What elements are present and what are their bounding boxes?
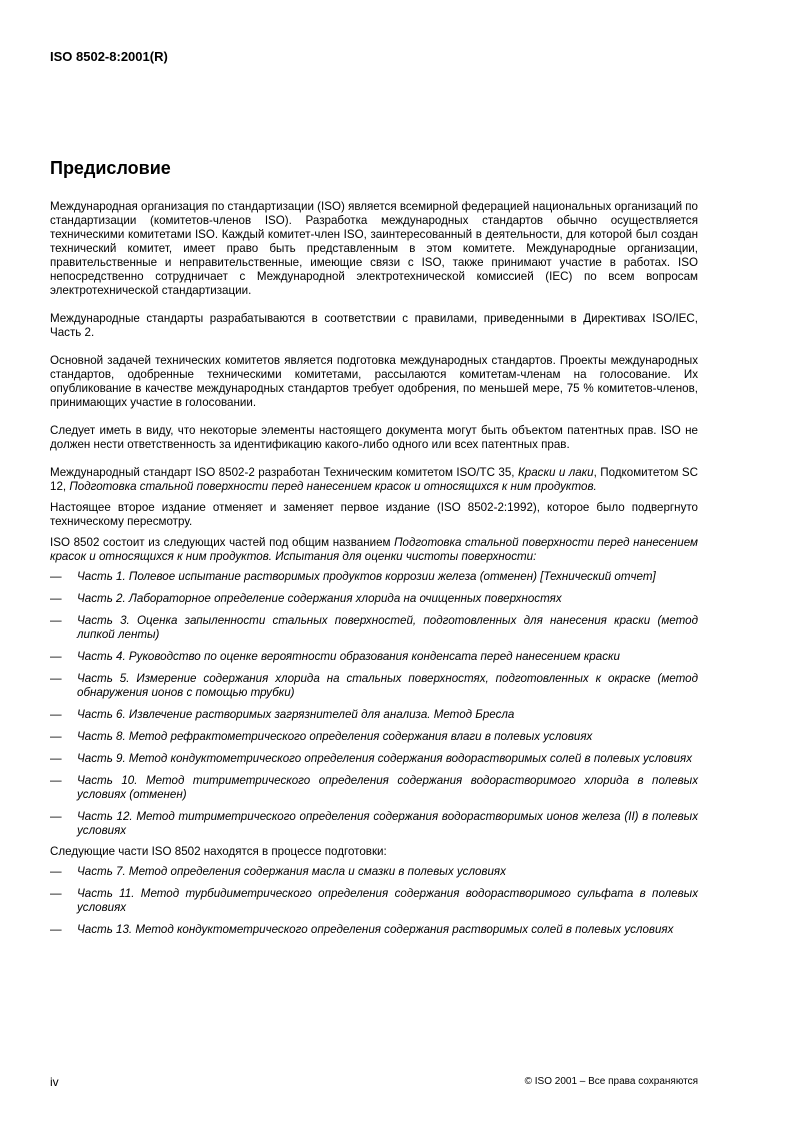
list-item-text: Часть 2. Лабораторное определение содержания хлорида на очищенных поверхностях — [77, 592, 562, 605]
paragraph-edition: Настоящее второе издание отменяет и заменяет первое издание (ISO 8502-2:1992), которое было подвергнуто техническому пересмотру. — [50, 501, 698, 528]
list-dash: — — [50, 774, 62, 787]
paragraph-committees: Основной задачей технических комитетов является подготовка международных стандартов. Проекты международных стандартов, одобренные техническими комитетами, рассылаются комитетам-членам на голосование. Их опубликование в качестве международных стандартов требует одобрения, по меньшей мере, 75 % комитетов-членов, принимающих участие в голосовании. — [50, 354, 698, 409]
list-dash: — — [50, 570, 62, 583]
list-item — [50, 923, 698, 937]
parts-intro-text: ISO 8502 состоит из следующих частей под общим названием — [50, 536, 395, 549]
list-dash: — — [50, 810, 62, 823]
page-title: Предисловие — [50, 158, 171, 178]
list-item — [50, 570, 698, 584]
list-item — [50, 730, 698, 744]
document-body — [50, 200, 698, 937]
list-item-text: Часть 8. Метод рефрактометрического определения содержания влаги в полевых условиях — [77, 730, 593, 743]
list-item-text: Часть 9. Метод кондуктометрического определения содержания водорастворимых солей в полевых условиях — [77, 752, 693, 765]
copyright-notice: © ISO 2001 – Все права сохраняются — [524, 1076, 698, 1087]
list-item-text: Часть 13. Метод кондуктометрического определения содержания растворимых солей в полевых условиях — [77, 923, 674, 936]
list-item-text: Часть 6. Извлечение растворимых загрязнителей для анализа. Метод Бресла — [77, 708, 515, 721]
list-item-text: Часть 3. Оценка запыленности стальных поверхностей, подготовленных для нанесения краски (метод липкой ленты) — [77, 614, 698, 641]
page-number: iv — [50, 1075, 59, 1089]
preparation-list — [50, 865, 698, 937]
prepared-by-text: Международный стандарт ISO 8502-2 разработан Техническим комитетом ISO/TC 35, — [50, 466, 518, 479]
list-item-text: Часть 12. Метод титриметрического определения содержания водорастворимых ионов железа (II) в полевых условиях — [77, 810, 698, 837]
list-dash: — — [50, 730, 62, 743]
list-item — [50, 650, 698, 664]
paragraph-iso-intro: Международная организация по стандартизации (ISO) является всемирной федерацией национальных организаций по стандартизации (комитетов-членов ISO). Разработка международных стандартов обычно осуществляется техническими комитетами ISO. Каждый комитет-член ISO, заинтересованный в деятельности, для которой был создан технический комитет, имеет право быть представленным в этом комитете. Международные организации, правительственные и неправительственные, имеющие связи с ISO, также принимают участие в работах. ISO непосредственно сотрудничает с Международной электротехнической комиссией (IEC) по всем вопросам электротехнической стандартизации. — [50, 200, 698, 297]
list-item-text: Часть 4. Руководство по оценке вероятности образования конденсата перед нанесением краски — [77, 650, 620, 663]
paragraph-parts-intro — [50, 536, 698, 564]
list-item-text: Часть 5. Измерение содержания хлорида на стальных поверхностях, подготовленных к окраске (метод обнаружения ионов с помощью трубки) — [77, 672, 698, 699]
document-id: ISO 8502-8:2001(R) — [50, 49, 168, 64]
list-item-text: Часть 7. Метод определения содержания масла и смазки в полевых условиях — [77, 865, 506, 878]
list-dash: — — [50, 708, 62, 721]
list-item-text: Часть 10. Метод титриметрического определения содержания водорастворимого хлорида в полевых условиях (отменен) — [77, 774, 698, 801]
list-item — [50, 672, 698, 700]
paragraph-prepared-by — [50, 466, 698, 494]
list-dash: — — [50, 592, 62, 605]
list-dash: — — [50, 614, 62, 627]
list-item-text: Часть 1. Полевое испытание растворимых продуктов коррозии железа (отменен) [Технический отчет] — [77, 570, 656, 583]
list-dash: — — [50, 865, 62, 878]
series-title: Подготовка стальной поверхности перед нанесением красок и относящихся к ним продуктов. Испытания для оценки чистоты поверхности: — [50, 536, 698, 563]
subcommittee-text: , Подкомитетом SC 12, — [50, 466, 699, 493]
parts-list — [50, 570, 698, 838]
list-item — [50, 810, 698, 838]
list-dash: — — [50, 650, 62, 663]
list-item-text: Часть 11. Метод турбидиметрического определения содержания водорастворимого сульфата в полевых условиях — [77, 887, 698, 914]
list-item — [50, 592, 698, 606]
paragraph-patents: Следует иметь в виду, что некоторые элементы настоящего документа могут быть объектом патентных прав. ISO не должен нести ответственность за идентификацию какого-либо одного или всех патентных прав. — [50, 424, 698, 451]
list-item — [50, 752, 698, 766]
list-dash: — — [50, 923, 62, 936]
paragraph-directives: Международные стандарты разрабатываются в соответствии с правилами, приведенными в Директивах ISO/IEC, Часть 2. — [50, 312, 698, 339]
list-dash: — — [50, 672, 62, 685]
list-item — [50, 708, 698, 722]
list-item — [50, 865, 698, 879]
list-item — [50, 774, 698, 802]
paragraph-in-preparation: Следующие части ISO 8502 находятся в процессе подготовки: — [50, 845, 387, 858]
list-dash: — — [50, 752, 62, 765]
list-item — [50, 614, 698, 642]
committee-title: Краски и лаки — [517, 466, 594, 479]
subcommittee-title: Подготовка стальной поверхности перед нанесением красок и относящихся к ним продуктов. — [69, 480, 597, 493]
list-dash: — — [50, 887, 62, 900]
list-item — [50, 887, 698, 915]
